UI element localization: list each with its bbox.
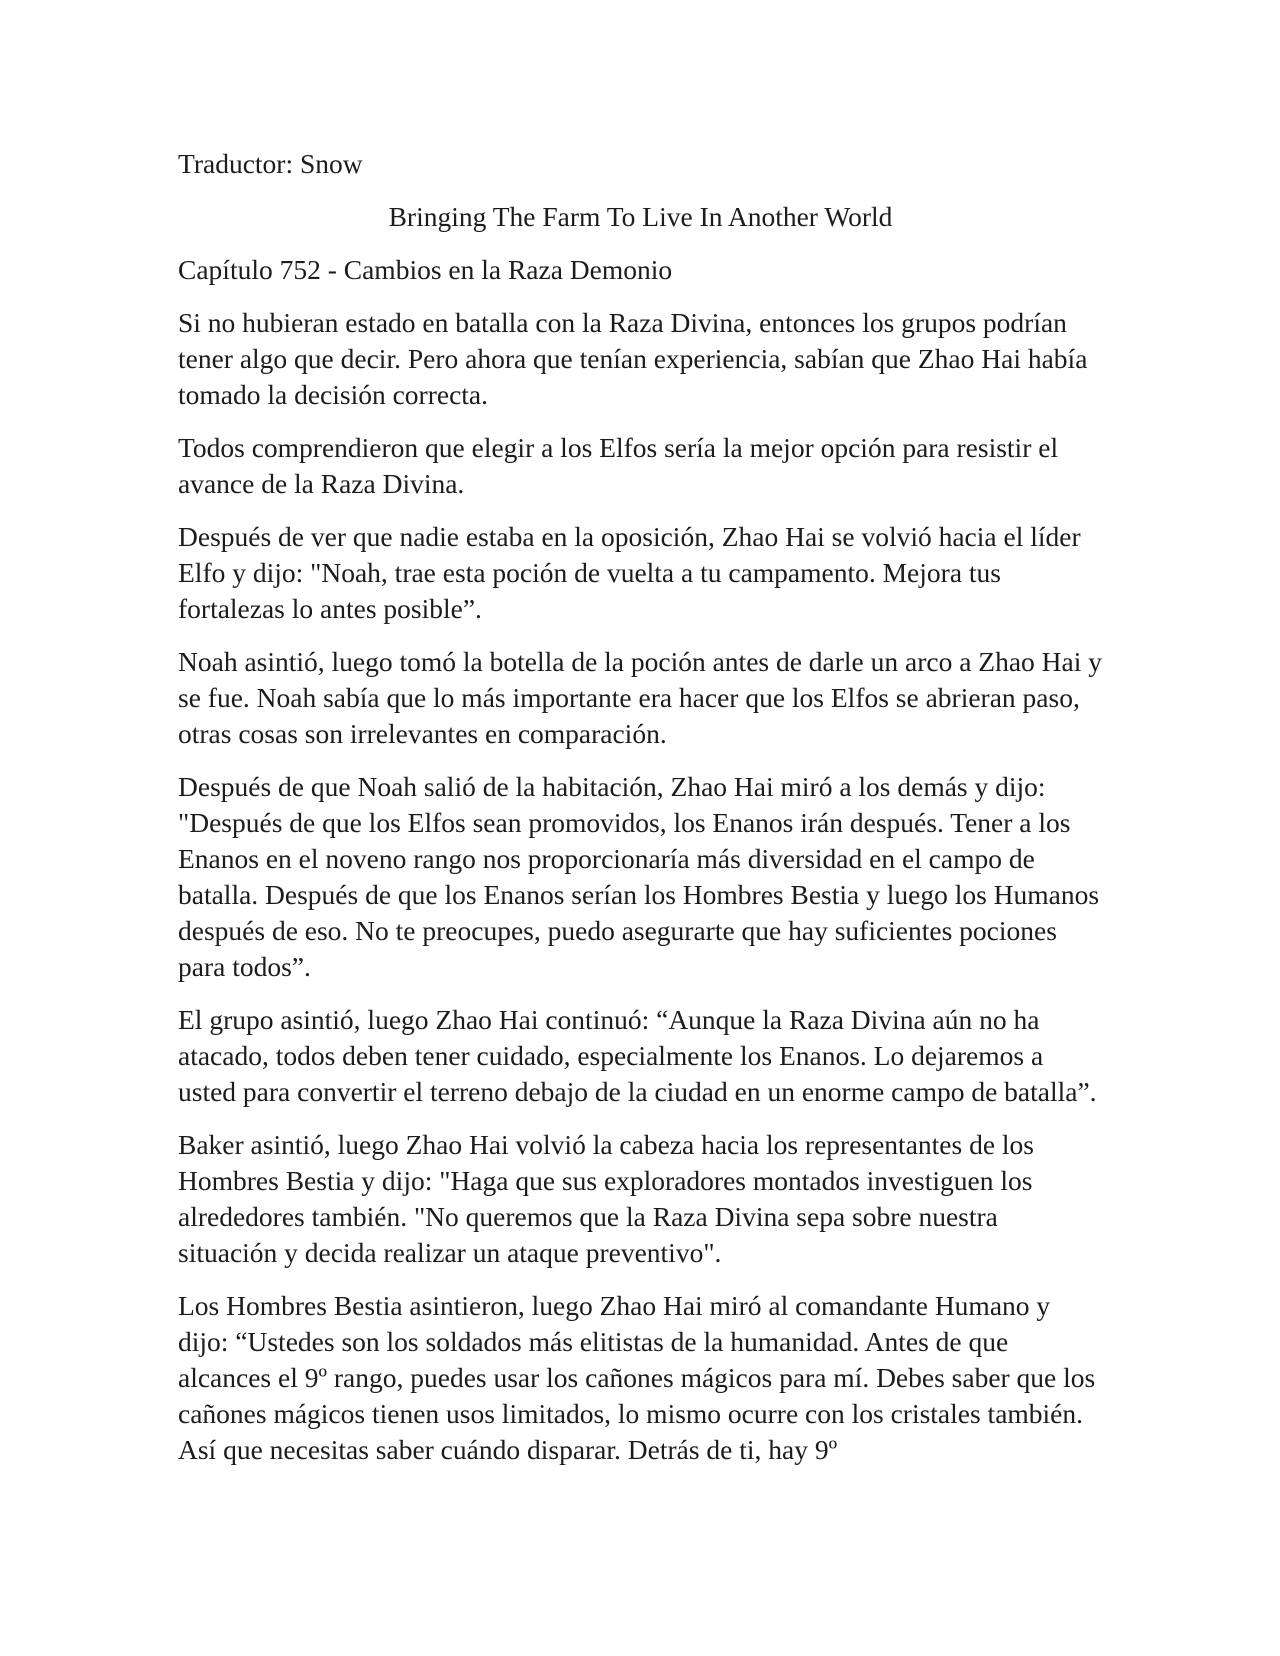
paragraph: Los Hombres Bestia asintieron, luego Zhao Hai miró al comandante Humano y dijo: “Ustedes son los soldados más elitistas de la humanidad. Antes de que alcances el 9º rango, puedes usar los cañones mágicos para mí. Debes saber que los cañones mágicos tienen usos limitados, lo mismo ocurre con los cristales también. Así que necesitas saber cuándo disparar. Detrás de ti, hay 9º (178, 1290, 1096, 1465)
paragraph: Todos comprendieron que elegir a los Elfos sería la mejor opción para resistir el avance de la Raza Divina. (178, 432, 1059, 499)
book-title: Bringing The Farm To Live In Another World (388, 201, 893, 232)
translator-credit: Traductor: Snow (178, 148, 363, 179)
paragraph: El grupo asintió, luego Zhao Hai continuó: “Aunque la Raza Divina aún no ha atacado, todos deben tener cuidado, especialmente los Enanos. Lo dejaremos a usted para convertir el terreno debajo de la ciudad en un enorme campo de batalla”. (178, 1004, 1097, 1107)
document-body (178, 146, 1103, 1485)
paragraph: Noah asintió, luego tomó la botella de la poción antes de darle un arco a Zhao Hai y se fue. Noah sabía que lo más importante era hacer que los Elfos se abrieran paso, otras cosas son irrelevantes en comparación. (178, 646, 1103, 749)
paragraph: Después de ver que nadie estaba en la oposición, Zhao Hai se volvió hacia el líder Elfo y dijo: "Noah, trae esta poción de vuelta a tu campamento. Mejora tus fortalezas lo antes posible”. (178, 521, 1081, 624)
chapter-title: Capítulo 752 - Cambios en la Raza Demonio (178, 254, 673, 285)
paragraph: Después de que Noah salió de la habitación, Zhao Hai miró a los demás y dijo: "Después de que los Elfos sean promovidos, los Enanos irán después. Tener a los Enanos en el noveno rango nos proporcionaría más diversidad en el campo de batalla. Después de que los Enanos serían los Hombres Bestia y luego los Humanos después de eso. No te preocupes, puedo asegurarte que hay suficientes pociones para todos”. (178, 771, 1100, 982)
paragraph: Si no hubieran estado en batalla con la Raza Divina, entonces los grupos podrían tener algo que decir. Pero ahora que tenían experiencia, sabían que Zhao Hai había tomado la decisión correcta. (178, 307, 1088, 410)
paragraph: Baker asintió, luego Zhao Hai volvió la cabeza hacia los representantes de los Hombres Bestia y dijo: "Haga que sus exploradores montados investiguen los alrededores también. "No queremos que la Raza Divina sepa sobre nuestra situación y decida realizar un ataque preventivo". (178, 1129, 1035, 1268)
